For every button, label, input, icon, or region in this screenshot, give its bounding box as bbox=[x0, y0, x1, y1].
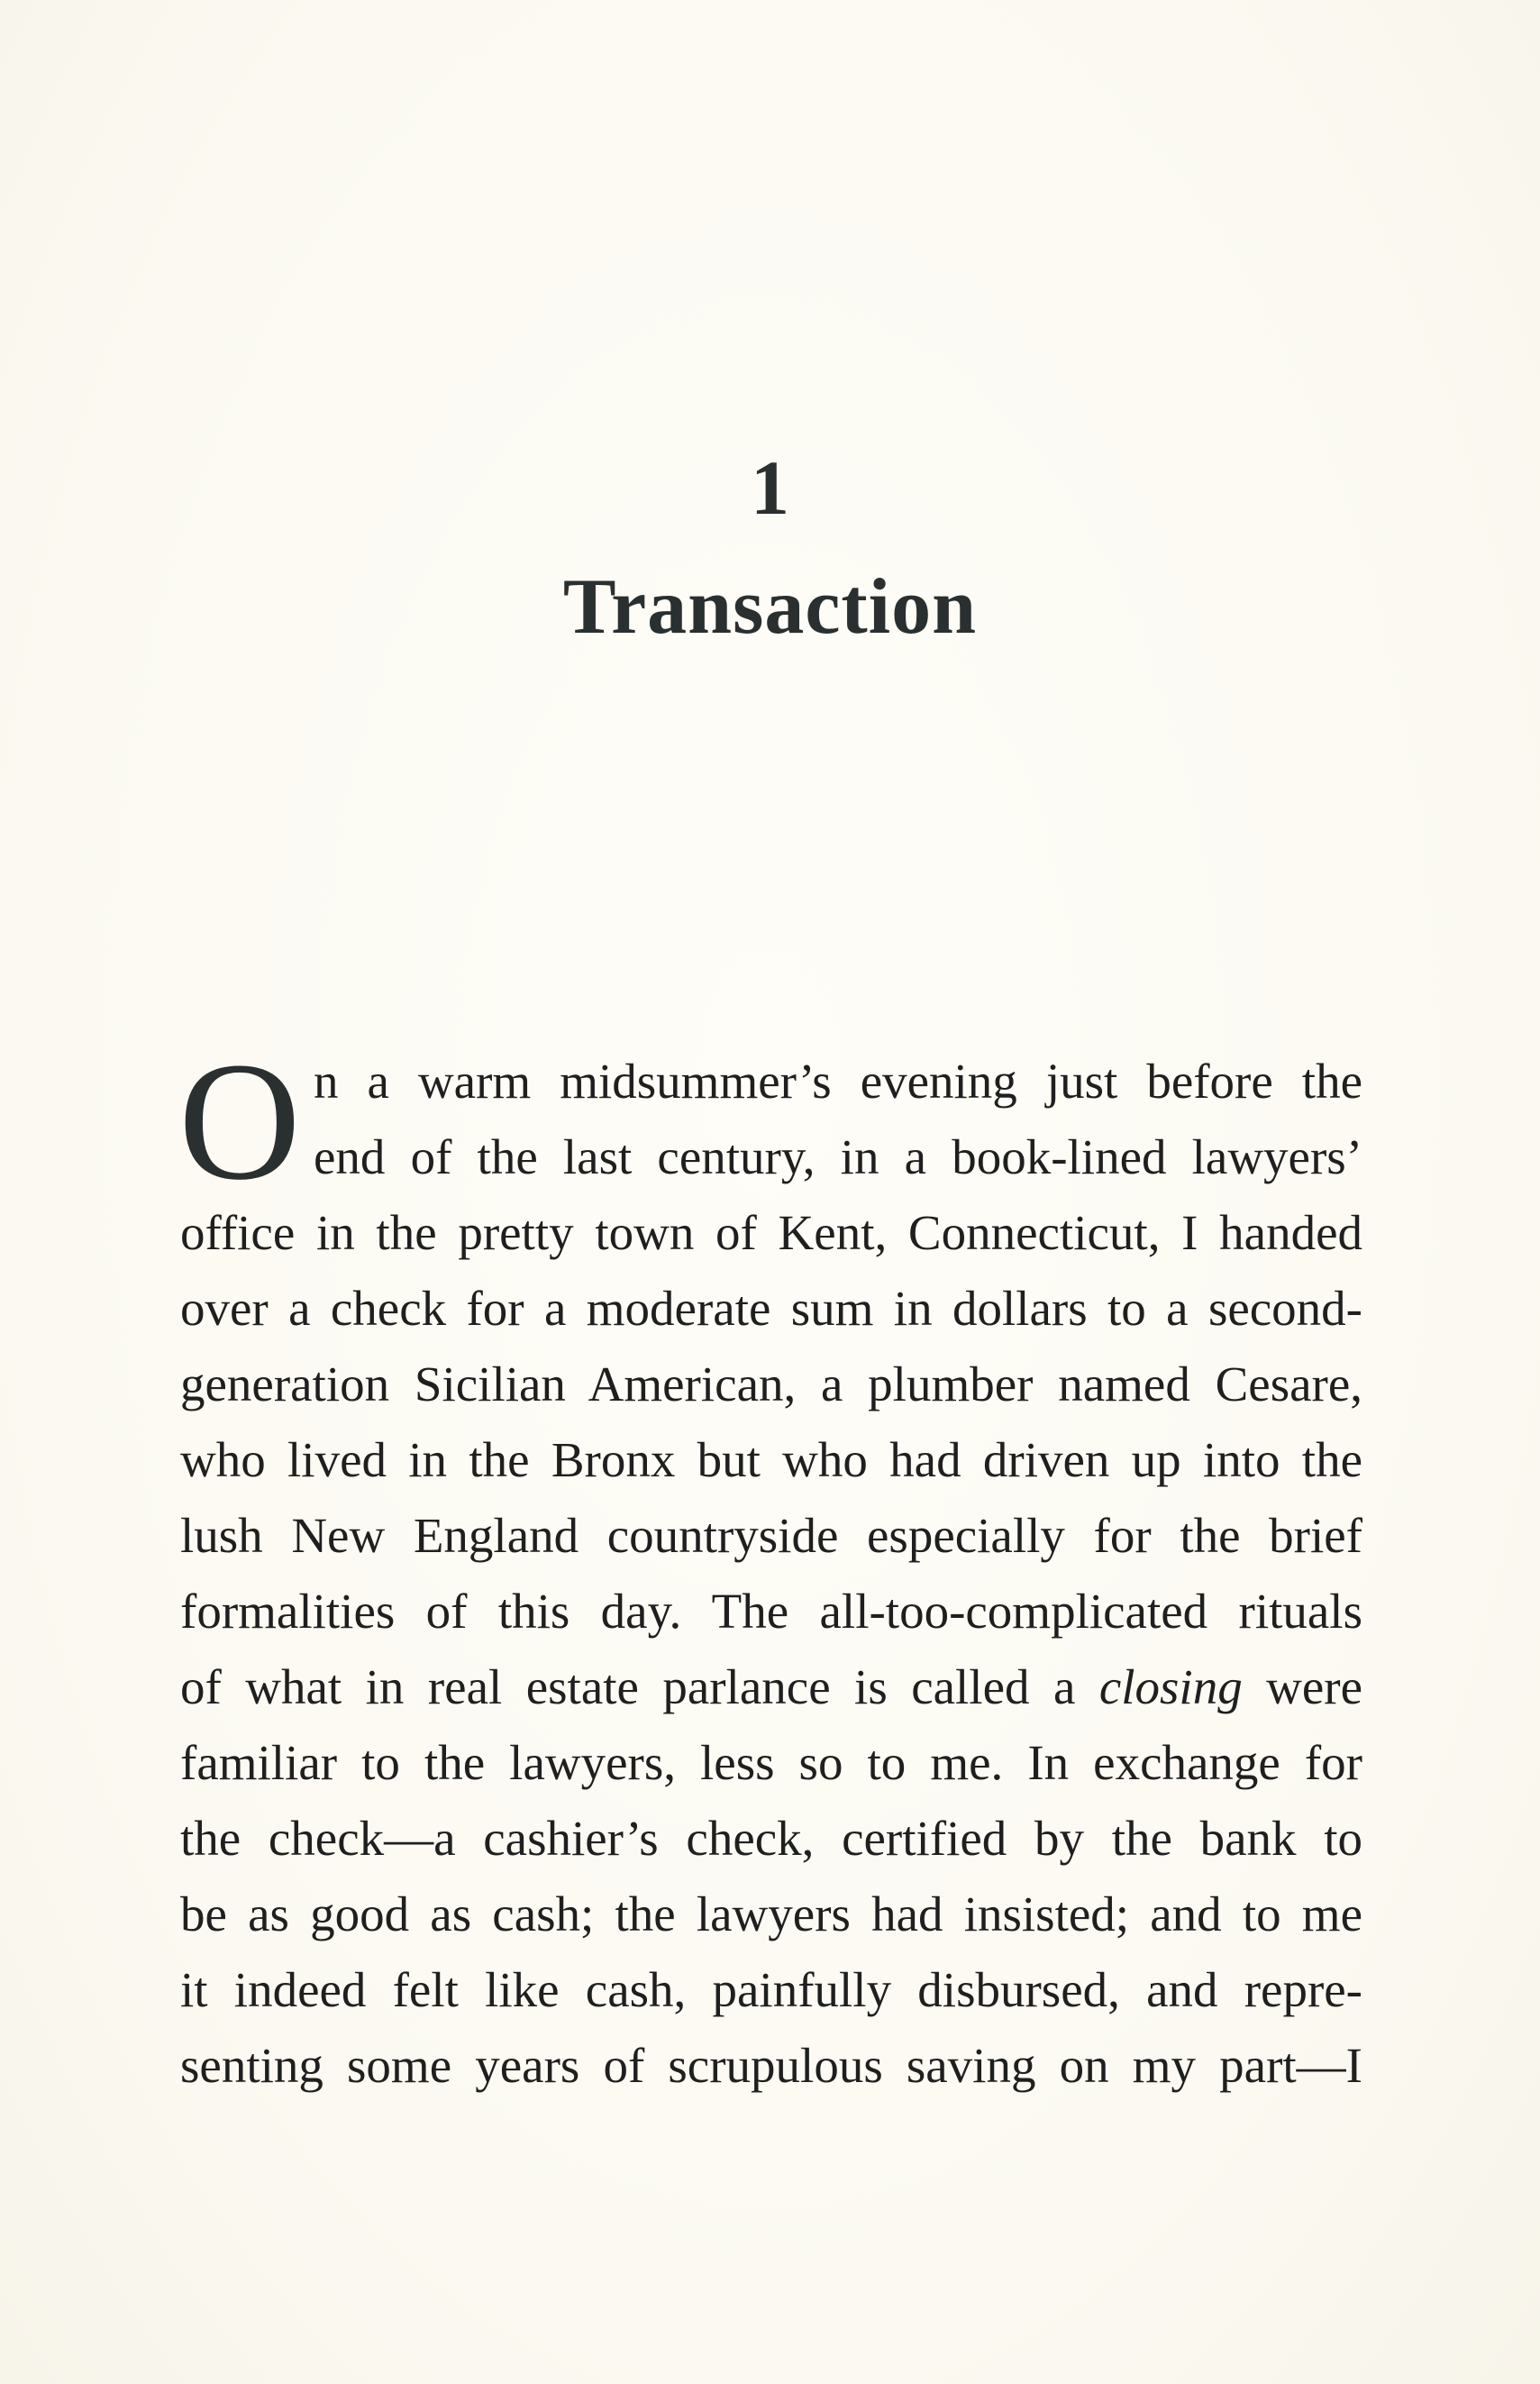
chapter-number: 1 bbox=[751, 444, 789, 531]
text-line: who lived in the Bronx but who had driven up into the bbox=[180, 1432, 1362, 1487]
text-line: be as good as cash; the lawyers had insisted; and to me bbox=[180, 1886, 1362, 1941]
text-line: lush New England countryside especially for the brief bbox=[180, 1508, 1362, 1563]
text-line: over a check for a moderate sum in dollars to a second- bbox=[180, 1281, 1362, 1336]
italic-word: closing bbox=[1098, 1659, 1243, 1714]
drop-cap: O bbox=[178, 1027, 301, 1215]
text-line: familiar to the lawyers, less so to me. In exchange for bbox=[180, 1735, 1362, 1790]
text-line: generation Sicilian American, a plumber named Cesare, bbox=[180, 1356, 1362, 1411]
text-line: the check—a cashier’s check, certified by the bank to bbox=[180, 1811, 1362, 1866]
body-text bbox=[180, 1044, 1362, 2104]
text-line: n a warm midsummer’s evening just before the bbox=[314, 1054, 1362, 1109]
text-line: senting some years of scrupulous saving on my part—I bbox=[180, 2038, 1362, 2093]
chapter-title: Transaction bbox=[562, 563, 978, 651]
text-line: formalities of this day. The all-too-complicated rituals bbox=[180, 1584, 1362, 1639]
text-line: end of the last century, in a book-lined lawyers’ bbox=[314, 1129, 1362, 1184]
text-line: it indeed felt like cash, painfully disbursed, and repre- bbox=[180, 1962, 1362, 2017]
text-line: office in the pretty town of Kent, Connecticut, I handed bbox=[180, 1205, 1362, 1260]
text-segment: were bbox=[1242, 1659, 1363, 1714]
text-segment: of what in real estate parlance is called a bbox=[180, 1659, 1099, 1714]
text-line bbox=[180, 1649, 1362, 1725]
